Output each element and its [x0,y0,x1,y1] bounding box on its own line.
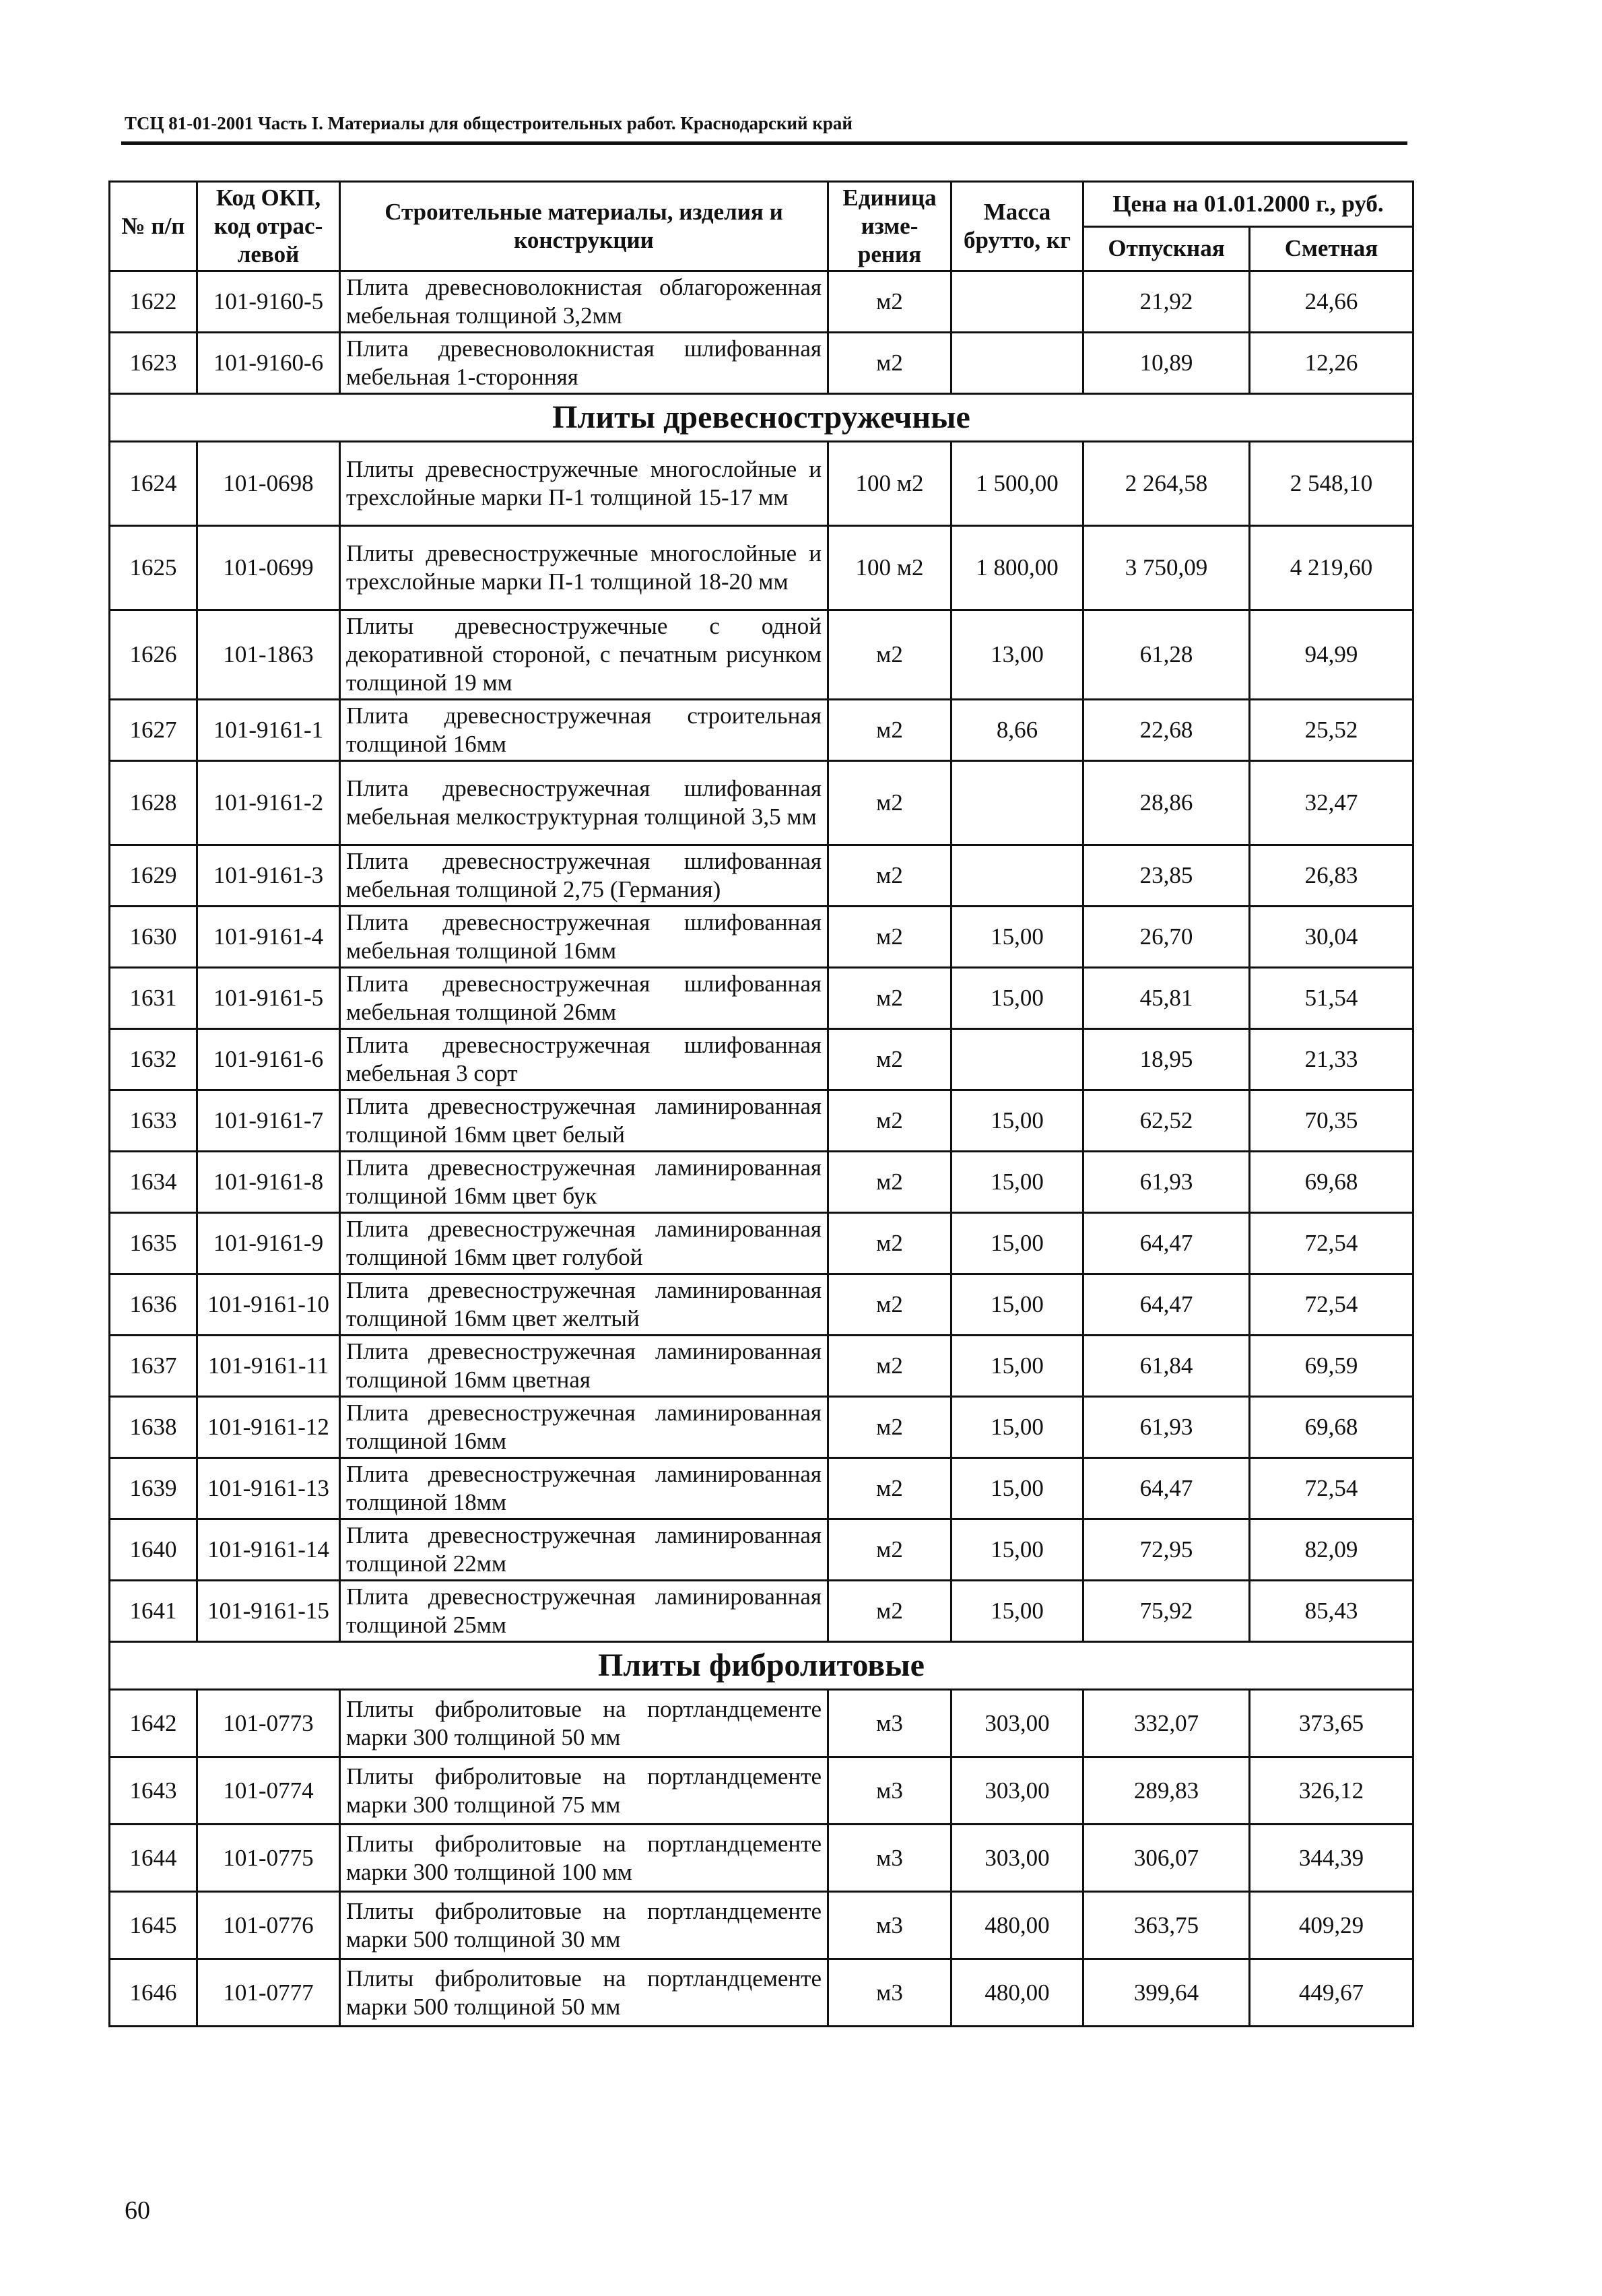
row-mass: 1 500,00 [952,442,1083,526]
row-name: Плиты фибролитовые на портландцементе марки 300 толщиной 50 мм [340,1690,828,1757]
row-num: 1643 [110,1757,197,1825]
section-heading-group [110,394,1413,442]
row-num: 1624 [110,442,197,526]
table-row [110,1959,1413,2027]
row-num: 1646 [110,1959,197,2027]
row-code: 101-0775 [197,1825,340,1892]
page-number: 60 [125,2196,150,2225]
row-code: 101-1863 [197,610,340,700]
table-row [110,1458,1413,1519]
row-code: 101-0698 [197,442,340,526]
row-code: 101-0774 [197,1757,340,1825]
row-price-estimate: 70,35 [1250,1090,1413,1152]
row-code: 101-9161-4 [197,907,340,968]
row-price-release: 61,84 [1083,1336,1250,1397]
row-mass: 15,00 [952,907,1083,968]
row-name: Плита древесностружечная строительная толщиной 16мм [340,700,828,761]
row-unit: м2 [828,1029,952,1090]
section-heading-group [110,1642,1413,1690]
col-header-price-estimate: Сметная [1250,226,1413,271]
row-num: 1622 [110,271,197,333]
row-price-release: 61,93 [1083,1152,1250,1213]
row-name: Плита древесностружечная шлифованная мебельная толщиной 16мм [340,907,828,968]
row-code: 101-9161-14 [197,1519,340,1581]
row-num: 1638 [110,1397,197,1458]
row-code: 101-0776 [197,1892,340,1959]
row-name: Плита древесностружечная ламинированная толщиной 16мм цвет голубой [340,1213,828,1274]
row-unit: м2 [828,1152,952,1213]
row-code: 101-0777 [197,1959,340,2027]
section-row [110,394,1413,442]
row-unit: м2 [828,907,952,968]
row-price-release: 18,95 [1083,1029,1250,1090]
section-row [110,1642,1413,1690]
row-price-release: 28,86 [1083,761,1250,845]
col-header-name: Строительные материалы, изделия и конструкции [340,182,828,271]
row-code: 101-9161-2 [197,761,340,845]
row-price-release: 10,89 [1083,333,1250,394]
row-price-release: 363,75 [1083,1892,1250,1959]
row-price-release: 61,93 [1083,1397,1250,1458]
row-code: 101-0773 [197,1690,340,1757]
row-price-estimate: 344,39 [1250,1825,1413,1892]
row-price-release: 306,07 [1083,1825,1250,1892]
row-price-estimate: 409,29 [1250,1892,1413,1959]
row-mass: 15,00 [952,1581,1083,1642]
table-row [110,845,1413,907]
row-name: Плита древесностружечная ламинированная толщиной 16мм цветная [340,1336,828,1397]
page-header: ТСЦ 81-01-2001 Часть I. Материалы для общестроительных работ. Краснодарский край [125,113,853,133]
row-unit: м3 [828,1825,952,1892]
row-name: Плита древесноволокнистая шлифованная мебельная 1-сторонняя [340,333,828,394]
row-unit: м2 [828,761,952,845]
row-unit: м2 [828,700,952,761]
row-unit: м2 [828,1090,952,1152]
row-price-estimate: 373,65 [1250,1690,1413,1757]
table-body-fibrolite [110,1690,1413,2027]
row-num: 1640 [110,1519,197,1581]
row-price-estimate: 82,09 [1250,1519,1413,1581]
table-body-chipboard [110,442,1413,1642]
table-row [110,1757,1413,1825]
row-price-release: 45,81 [1083,968,1250,1029]
row-name: Плиты древесностружечные многослойные и трехслойные марки П-1 толщиной 18-20 мм [340,526,828,610]
row-price-estimate: 4 219,60 [1250,526,1413,610]
row-unit: м2 [828,333,952,394]
row-mass: 480,00 [952,1892,1083,1959]
table-row [110,1892,1413,1959]
row-mass: 15,00 [952,1152,1083,1213]
row-price-release: 26,70 [1083,907,1250,968]
table-header-row [110,182,1413,227]
row-num: 1636 [110,1274,197,1336]
row-price-estimate: 26,83 [1250,845,1413,907]
row-name: Плита древесностружечная ламинированная толщиной 16мм цвет желтый [340,1274,828,1336]
row-price-release: 64,47 [1083,1274,1250,1336]
row-price-release: 72,95 [1083,1519,1250,1581]
row-name: Плиты фибролитовые на портландцементе марки 500 толщиной 50 мм [340,1959,828,2027]
row-price-release: 23,85 [1083,845,1250,907]
col-header-code: Код ОКП, код отрас-левой [197,182,340,271]
row-code: 101-9160-6 [197,333,340,394]
table-row [110,1336,1413,1397]
row-unit: м2 [828,1519,952,1581]
row-code: 101-9161-12 [197,1397,340,1458]
col-header-price-group: Цена на 01.01.2000 г., руб. [1083,182,1413,227]
row-code: 101-9161-11 [197,1336,340,1397]
row-code: 101-9161-3 [197,845,340,907]
row-num: 1628 [110,761,197,845]
row-price-estimate: 12,26 [1250,333,1413,394]
row-name: Плита древесностружечная ламинированная толщиной 16мм цвет белый [340,1090,828,1152]
row-name: Плиты древесностружечные многослойные и трехслойные марки П-1 толщиной 15-17 мм [340,442,828,526]
row-price-release: 62,52 [1083,1090,1250,1152]
row-price-estimate: 32,47 [1250,761,1413,845]
row-name: Плиты фибролитовые на портландцементе марки 500 толщиной 30 мм [340,1892,828,1959]
row-mass: 303,00 [952,1757,1083,1825]
row-unit: м3 [828,1959,952,2027]
col-header-unit: Единица изме-рения [828,182,952,271]
row-price-release: 332,07 [1083,1690,1250,1757]
row-mass [952,333,1083,394]
row-num: 1634 [110,1152,197,1213]
row-code: 101-9161-13 [197,1458,340,1519]
row-name: Плиты фибролитовые на портландцементе марки 300 толщиной 75 мм [340,1757,828,1825]
row-unit: м3 [828,1757,952,1825]
row-price-estimate: 326,12 [1250,1757,1413,1825]
row-num: 1637 [110,1336,197,1397]
row-price-estimate: 24,66 [1250,271,1413,333]
row-code: 101-9161-15 [197,1581,340,1642]
table-row [110,761,1413,845]
table-row [110,610,1413,700]
table-row [110,1690,1413,1757]
row-name: Плиты древесностружечные с одной декоративной стороной, с печатным рисунком толщиной 19 мм [340,610,828,700]
table-row [110,1581,1413,1642]
row-num: 1641 [110,1581,197,1642]
row-name: Плита древесностружечная шлифованная мебельная 3 сорт [340,1029,828,1090]
table-row [110,333,1413,394]
table-row [110,442,1413,526]
row-name: Плита древесностружечная ламинированная толщиной 18мм [340,1458,828,1519]
table-row [110,1090,1413,1152]
table-row [110,1519,1413,1581]
row-num: 1629 [110,845,197,907]
table-row [110,1274,1413,1336]
row-price-release: 64,47 [1083,1458,1250,1519]
row-price-release: 22,68 [1083,700,1250,761]
row-num: 1626 [110,610,197,700]
col-header-mass: Масса брутто, кг [952,182,1083,271]
row-code: 101-9161-6 [197,1029,340,1090]
row-mass: 15,00 [952,1274,1083,1336]
row-num: 1642 [110,1690,197,1757]
row-price-estimate: 25,52 [1250,700,1413,761]
row-price-release: 2 264,58 [1083,442,1250,526]
row-mass: 480,00 [952,1959,1083,2027]
table-row [110,1152,1413,1213]
row-price-estimate: 85,43 [1250,1581,1413,1642]
section-title-fibrolite: Плиты фибролитовые [110,1642,1413,1690]
row-name: Плита древесноволокнистая облагороженная мебельная толщиной 3,2мм [340,271,828,333]
row-price-estimate: 72,54 [1250,1458,1413,1519]
row-name: Плита древесностружечная ламинированная толщиной 16мм цвет бук [340,1152,828,1213]
row-num: 1632 [110,1029,197,1090]
row-mass [952,1029,1083,1090]
table-row [110,907,1413,968]
row-unit: м2 [828,1581,952,1642]
row-unit: м2 [828,968,952,1029]
row-mass: 1 800,00 [952,526,1083,610]
row-name: Плита древесностружечная ламинированная толщиной 22мм [340,1519,828,1581]
table-row [110,1029,1413,1090]
row-num: 1645 [110,1892,197,1959]
row-price-estimate: 72,54 [1250,1274,1413,1336]
row-num: 1639 [110,1458,197,1519]
row-mass: 303,00 [952,1825,1083,1892]
table-row [110,1825,1413,1892]
row-price-release: 75,92 [1083,1581,1250,1642]
row-name: Плита древесностружечная шлифованная мебельная мелкоструктурная толщиной 3,5 мм [340,761,828,845]
row-num: 1625 [110,526,197,610]
row-code: 101-9160-5 [197,271,340,333]
row-mass: 15,00 [952,1397,1083,1458]
row-mass: 15,00 [952,1213,1083,1274]
row-name: Плита древесностружечная шлифованная мебельная толщиной 2,75 (Германия) [340,845,828,907]
table-row [110,526,1413,610]
row-num: 1633 [110,1090,197,1152]
row-mass [952,271,1083,333]
row-code: 101-9161-1 [197,700,340,761]
row-code: 101-0699 [197,526,340,610]
row-price-release: 289,83 [1083,1757,1250,1825]
row-num: 1644 [110,1825,197,1892]
row-price-release: 61,28 [1083,610,1250,700]
table-row [110,700,1413,761]
row-unit: м2 [828,1274,952,1336]
row-unit: м3 [828,1690,952,1757]
row-price-estimate: 449,67 [1250,1959,1413,2027]
row-unit: м2 [828,1213,952,1274]
row-price-estimate: 69,59 [1250,1336,1413,1397]
row-mass: 15,00 [952,1336,1083,1397]
row-price-release: 399,64 [1083,1959,1250,2027]
table-body-top [110,271,1413,394]
row-price-estimate: 72,54 [1250,1213,1413,1274]
row-code: 101-9161-9 [197,1213,340,1274]
col-header-price-release: Отпускная [1083,226,1250,271]
row-num: 1623 [110,333,197,394]
section-title-chipboard: Плиты древесностружечные [110,394,1413,442]
table-row [110,271,1413,333]
row-price-estimate: 51,54 [1250,968,1413,1029]
row-name: Плиты фибролитовые на портландцементе марки 300 толщиной 100 мм [340,1825,828,1892]
row-num: 1635 [110,1213,197,1274]
row-mass [952,845,1083,907]
row-price-release: 64,47 [1083,1213,1250,1274]
row-unit: 100 м2 [828,526,952,610]
row-unit: 100 м2 [828,442,952,526]
row-code: 101-9161-10 [197,1274,340,1336]
row-unit: м2 [828,271,952,333]
row-unit: м2 [828,610,952,700]
row-mass [952,761,1083,845]
table-row [110,1213,1413,1274]
row-unit: м2 [828,1397,952,1458]
table-row [110,968,1413,1029]
row-price-estimate: 21,33 [1250,1029,1413,1090]
row-num: 1627 [110,700,197,761]
row-code: 101-9161-7 [197,1090,340,1152]
row-unit: м2 [828,1336,952,1397]
row-code: 101-9161-8 [197,1152,340,1213]
row-unit: м2 [828,845,952,907]
row-price-estimate: 69,68 [1250,1152,1413,1213]
row-name: Плита древесностружечная ламинированная толщиной 25мм [340,1581,828,1642]
row-mass: 303,00 [952,1690,1083,1757]
row-mass: 13,00 [952,610,1083,700]
row-code: 101-9161-5 [197,968,340,1029]
row-price-estimate: 69,68 [1250,1397,1413,1458]
row-mass: 15,00 [952,968,1083,1029]
row-price-estimate: 94,99 [1250,610,1413,700]
row-name: Плита древесностружечная шлифованная мебельная толщиной 26мм [340,968,828,1029]
row-mass: 15,00 [952,1519,1083,1581]
row-price-estimate: 30,04 [1250,907,1413,968]
row-unit: м2 [828,1458,952,1519]
row-price-release: 21,92 [1083,271,1250,333]
row-mass: 8,66 [952,700,1083,761]
row-mass: 15,00 [952,1090,1083,1152]
row-price-release: 3 750,09 [1083,526,1250,610]
row-unit: м3 [828,1892,952,1959]
col-header-num: № п/п [110,182,197,271]
row-num: 1630 [110,907,197,968]
header-rule [121,141,1407,145]
row-name: Плита древесностружечная ламинированная толщиной 16мм [340,1397,828,1458]
row-mass: 15,00 [952,1458,1083,1519]
row-price-estimate: 2 548,10 [1250,442,1413,526]
row-num: 1631 [110,968,197,1029]
table-row [110,1397,1413,1458]
materials-price-table [108,181,1414,2027]
